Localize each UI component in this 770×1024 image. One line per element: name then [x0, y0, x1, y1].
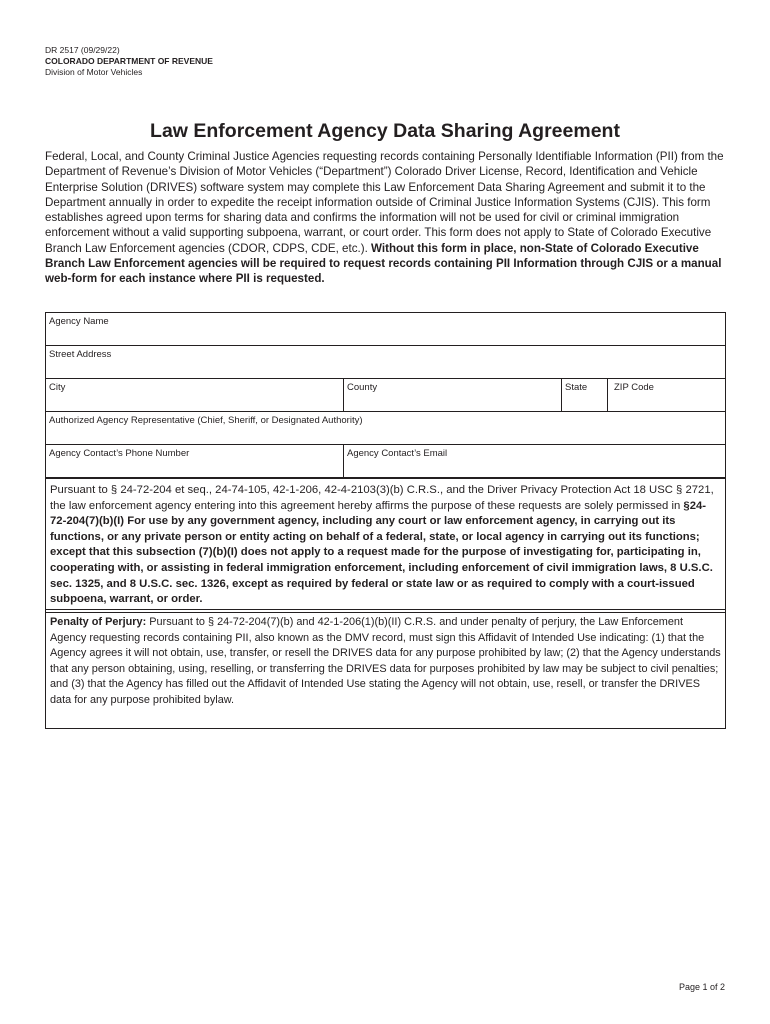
purpose-statement	[45, 477, 726, 613]
city-field[interactable]	[46, 379, 344, 411]
intro-bold-text: Without this form in place, non-State of Colorado Executive Branch Law Enforcement agencies will be required to request records containing PII Information through CJIS or a manual web-form for each instance where PII is requested.	[45, 241, 722, 286]
division-name: Division of Motor Vehicles	[45, 67, 143, 77]
page-number: Page 1 of 2	[678, 982, 725, 992]
department-name: COLORADO DEPARTMENT OF REVENUE	[45, 56, 213, 66]
representative-field[interactable]	[46, 412, 725, 444]
form-header	[45, 45, 213, 78]
street-address-field[interactable]	[46, 346, 725, 378]
perjury-text: Pursuant to § 24-72-204(7)(b) and 42-1-206(1)(b)(II) C.R.S. and under penalty of perjury, the Law Enforcement Agency requesting records containing PII, also known as the DMV record, must sign this Affidavit of Intended Use indicating: (1) that the Agency agrees it will not obtain, use, transfer, or resell the DRIVES data for any purpose prohibited by law; (2) that the Agency understands that any person obtaining, using, reselling, or transferring the DRIVES data for purposes prohibited by law may be subject to civil penalties; and (3) that the Agency has filled out the Affidavit of Intended Use stating the Agency will not obtain, use, resell, or transfer the DRIVES data for any purpose prohibited bylaw.	[50, 616, 721, 706]
phone-field[interactable]	[46, 445, 344, 478]
representative-row	[46, 412, 725, 445]
city-label: City	[49, 382, 66, 393]
street-address-row	[46, 346, 725, 379]
form-id: DR 2517 (09/29/22)	[45, 45, 120, 55]
perjury-label: Penalty of Perjury:	[50, 616, 147, 628]
state-label: State	[565, 382, 588, 393]
agency-info-form	[45, 312, 726, 479]
purpose-text: Pursuant to § 24-72-204 et seq., 24-74-105, 42-1-206, 42-4-2103(3)(b) C.R.S., and the Driver Privacy Protection Act 18 USC § 2721, the law enforcement agency entering into this agreement hereby affirms the purpose of these requests are solely permissed in	[50, 484, 714, 512]
zip-code-label: ZIP Code	[614, 382, 654, 393]
purpose-bold-text: §24-72-204(7)(b)(I) For use by any government agency, including any court or law enforcement agency, in carrying out its functions, or any private person or entity acting on behalf of a federal, state, or local agency in carrying out its functions; except that this subsection (7)(b)(I) does not apply to a request made for the purpose of investigating for, participating in, cooperating with, or assisting in federal immigration enforcement, including enforcement of civil immigration laws, 8 U.S.C. sec. 1325, and 8 U.S.C. sec. 1326, except as required by federal or state law or as required to comply with a court-issued subpoena, warrant, or order.	[50, 499, 713, 606]
county-label: County	[347, 382, 378, 393]
representative-label: Authorized Agency Representative (Chief, Sheriff, or Designated Authority)	[49, 415, 363, 426]
state-field[interactable]	[562, 379, 608, 411]
agency-name-field[interactable]	[46, 313, 725, 345]
intro-text: Federal, Local, and County Criminal Justice Agencies requesting records containing Personally Identifiable Information (PII) from the Department of Revenue’s Division of Motor Vehicles (“Department”) Colorado Driver License, Record, Identification and Vehicle Enterprise Solution (DRIVES) software system may complete this Law Enforcement Data Sharing Agreement and submit it to the Department annually in order to expedite the receipt information outside of Criminal Justice Information Systems (CJIS). This form establishes agreed upon terms for sharing data and confirms the information will not be used for civil or criminal immigration enforcement without a valid supporting subpoena, warrant, or court order. This form does not apply to State of Colorado Executive Branch Law Enforcement agencies (CDOR, CDPS, CDE, etc.).	[45, 150, 724, 255]
email-label: Agency Contact’s Email	[347, 448, 448, 459]
street-address-label: Street Address	[49, 349, 112, 360]
agency-name-label: Agency Name	[49, 316, 109, 327]
penalty-of-perjury-box	[45, 609, 726, 729]
intro-paragraph	[45, 149, 727, 287]
county-field[interactable]	[344, 379, 562, 411]
contact-row	[46, 445, 725, 478]
city-county-state-zip-row	[46, 379, 725, 412]
phone-label: Agency Contact’s Phone Number	[49, 448, 190, 459]
agency-name-row	[46, 313, 725, 346]
page-title: Law Enforcement Agency Data Sharing Agreement	[150, 120, 620, 142]
email-field[interactable]	[344, 445, 725, 478]
zip-code-field[interactable]	[608, 379, 725, 411]
